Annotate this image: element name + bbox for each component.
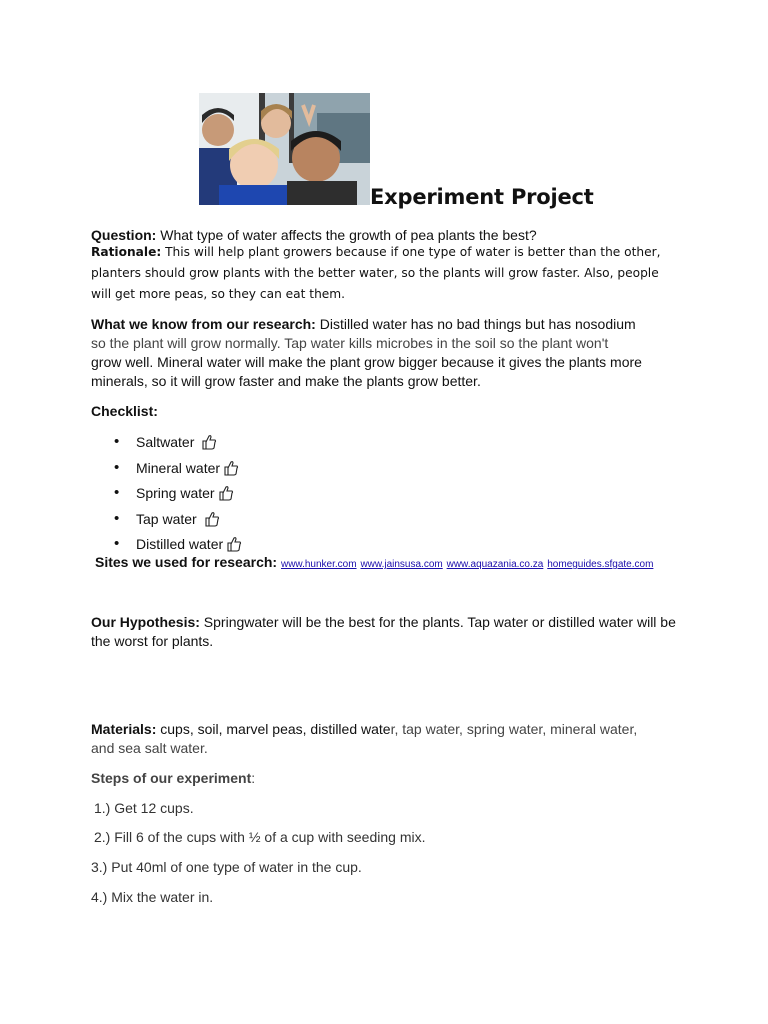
thumbs-up-icon bbox=[204, 511, 220, 534]
research-text-1: Distilled water has no bad things but has nosodium bbox=[315, 316, 636, 332]
sites-paragraph bbox=[95, 553, 653, 574]
group-photo bbox=[199, 93, 370, 205]
thumbs-up-icon bbox=[201, 434, 217, 457]
materials-text-b: r, tap water, spring water, mineral water, and sea salt water. bbox=[91, 721, 638, 756]
step-item: 1.) Get 12 cups. bbox=[94, 800, 194, 816]
rationale-paragraph bbox=[91, 242, 681, 305]
step-item: 2.) Fill 6 of the cups with ½ of a cup with seeding mix. bbox=[94, 829, 426, 845]
checklist-label: Checklist: bbox=[91, 403, 158, 419]
research-paragraph-2: so the plant will grow normally. Tap water kills microbes in the soil so the plant won't bbox=[91, 335, 609, 351]
page-title: Experiment Project bbox=[370, 185, 594, 209]
question-label: Question: bbox=[91, 227, 157, 243]
sites-label: Sites we used for research: bbox=[95, 554, 278, 570]
link-aquazania[interactable]: www.aquazania.co.za bbox=[446, 559, 544, 570]
hypothesis-paragraph bbox=[91, 613, 691, 651]
hypothesis-label: Our Hypothesis: bbox=[91, 614, 200, 630]
thumbs-up-icon bbox=[223, 460, 239, 483]
steps-label: Steps of our experiment bbox=[91, 770, 252, 786]
materials-text-a: cups, soil, marvel peas, distilled wate bbox=[156, 721, 391, 737]
research-paragraph-3: grow well. Mineral water will make the plant grow bigger because it gives the plants more minerals, so it will grow faster and make the plants grow better. bbox=[91, 354, 642, 389]
step-item: 4.) Mix the water in. bbox=[91, 889, 214, 905]
link-hunker[interactable]: www.hunker.com bbox=[280, 559, 357, 570]
rationale-label: Rationale: bbox=[91, 245, 162, 259]
steps-heading: Steps of our experiment: bbox=[91, 770, 256, 786]
link-jainsusa[interactable]: www.jainsusa.com bbox=[360, 559, 443, 570]
materials-label: Materials: bbox=[91, 721, 157, 737]
question-text: What type of water affects the growth of pea plants the best? bbox=[156, 227, 537, 243]
list-item: • Saltwater bbox=[112, 431, 242, 457]
checklist bbox=[112, 431, 242, 559]
thumbs-up-icon bbox=[218, 485, 234, 508]
list-item: • Mineral water bbox=[112, 457, 242, 483]
list-item: • Tap water bbox=[112, 508, 242, 534]
materials-paragraph bbox=[91, 720, 651, 758]
link-sfgate[interactable]: homeguides.sfgate.com bbox=[547, 559, 654, 570]
list-item: • Spring water bbox=[112, 482, 242, 508]
list-item: • Distilled water bbox=[112, 533, 242, 559]
step-item: 3.) Put 40ml of one type of water in the cup. bbox=[91, 859, 362, 875]
rationale-text: This will help plant growers because if one type of water is better than the other, planters should grow plants with the better water, so the plants will grow faster. Also, people will get more peas, so they can eat them. bbox=[91, 245, 661, 301]
hypothesis-text: Springwater will be the best for the plants. Tap water or distilled water will be the worst for plants. bbox=[91, 614, 676, 649]
research-label: What we know from our research: bbox=[91, 316, 316, 332]
research-paragraph-1 bbox=[91, 315, 701, 334]
